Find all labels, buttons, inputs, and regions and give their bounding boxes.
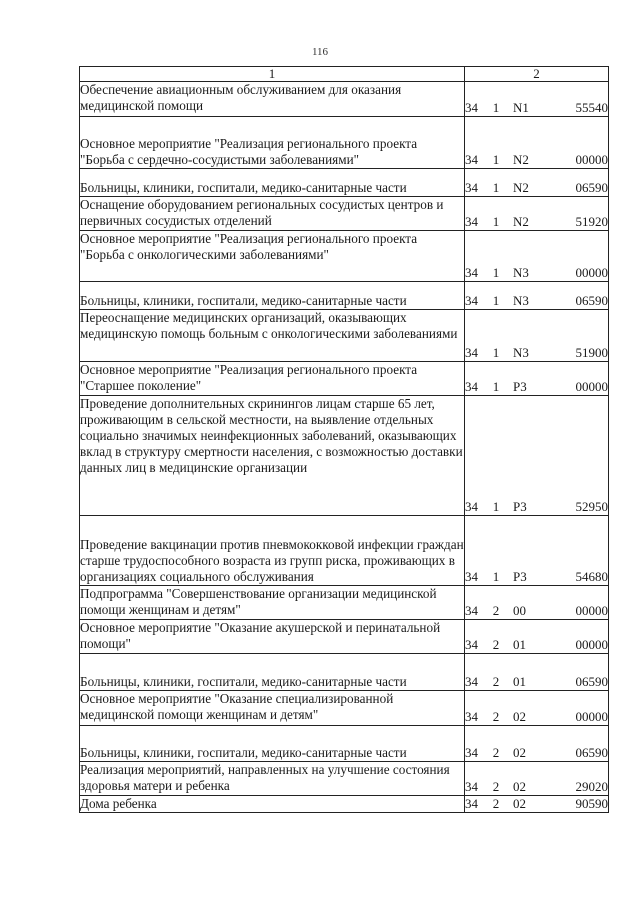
row-code-cell [465, 82, 609, 117]
direction-code: 00000 [575, 637, 608, 652]
subprogram-code: 1 [492, 214, 500, 229]
row-name: Проведение дополнительных скринингов лицам старше 65 лет, проживающим в сельской местности, на выявление отдельных социально значимых неинфекционных заболеваний, оказывающих вклад в структуру смертности населения, с возможностью доставки данных лиц в медицинские организации [80, 396, 463, 475]
row-name-cell [80, 362, 465, 396]
program-code: 34 [465, 709, 478, 724]
subprogram-code: 2 [492, 709, 500, 724]
direction-code: 54680 [575, 569, 608, 584]
direction-code: 06590 [575, 745, 608, 760]
row-name: Переоснащение медицинских организаций, оказывающих медицинскую помощь больным с онкологическими заболеваниями [80, 310, 458, 341]
row-code-cell [465, 362, 609, 396]
table-row [80, 169, 609, 197]
program-code: 34 [465, 796, 478, 811]
row-name-cell [80, 82, 465, 117]
program-code: 34 [465, 180, 478, 195]
budget-classification-table [79, 66, 609, 813]
subprogram-code: 1 [492, 345, 500, 360]
program-code: 34 [465, 603, 478, 618]
event-code: P3 [513, 569, 527, 584]
direction-code: 00000 [575, 603, 608, 618]
table-row [80, 231, 609, 282]
direction-code: 51900 [575, 345, 608, 360]
row-code-cell [465, 231, 609, 282]
event-code: 01 [513, 674, 526, 689]
direction-code: 90590 [575, 796, 608, 811]
row-code-cell [465, 516, 609, 586]
table-row [80, 586, 609, 620]
subprogram-code: 1 [492, 180, 500, 195]
row-name-cell [80, 282, 465, 310]
subprogram-code: 2 [492, 796, 500, 811]
program-code: 34 [465, 745, 478, 760]
direction-code: 06590 [575, 674, 608, 689]
row-name: Обеспечение авиационным обслуживанием для оказания медицинской помощи [80, 82, 402, 113]
event-code: 00 [513, 603, 526, 618]
event-code: 02 [513, 709, 526, 724]
event-code: N3 [513, 265, 529, 280]
table-header-row [80, 67, 609, 82]
subprogram-code: 2 [492, 779, 500, 794]
row-name: Основное мероприятие "Реализация регионального проекта "Старшее поколение" [80, 362, 418, 393]
table-row [80, 396, 609, 516]
row-code-cell [465, 117, 609, 169]
row-name-cell [80, 169, 465, 197]
column-header-code: 2 [465, 67, 609, 82]
row-name: Больницы, клиники, госпитали, медико-санитарные части [80, 674, 407, 689]
row-code-cell [465, 586, 609, 620]
row-name-cell [80, 310, 465, 362]
row-name: Реализация мероприятий, направленных на улучшение состояния здоровья матери и ребенка [80, 762, 450, 793]
subprogram-code: 1 [492, 379, 500, 394]
subprogram-code: 1 [492, 265, 500, 280]
program-code: 34 [465, 674, 478, 689]
table-row [80, 620, 609, 654]
row-name-cell [80, 586, 465, 620]
column-header-name: 1 [80, 67, 465, 82]
row-name: Основное мероприятие "Оказание специализированной медицинской помощи женщинам и детям" [80, 691, 394, 722]
row-code-cell [465, 197, 609, 231]
direction-code: 00000 [575, 265, 608, 280]
subprogram-code: 2 [492, 745, 500, 760]
row-name-cell [80, 620, 465, 654]
event-code: 02 [513, 779, 526, 794]
direction-code: 00000 [575, 709, 608, 724]
row-code-cell [465, 762, 609, 796]
table-row [80, 726, 609, 762]
row-name: Больницы, клиники, госпитали, медико-санитарные части [80, 745, 407, 760]
row-name: Больницы, клиники, госпитали, медико-санитарные части [80, 293, 407, 308]
event-code: N2 [513, 214, 529, 229]
program-code: 34 [465, 379, 478, 394]
event-code: P3 [513, 379, 527, 394]
program-code: 34 [465, 293, 478, 308]
row-name-cell [80, 117, 465, 169]
program-code: 34 [465, 637, 478, 652]
direction-code: 29020 [575, 779, 608, 794]
table-row [80, 691, 609, 726]
row-name-cell [80, 691, 465, 726]
event-code: N2 [513, 180, 529, 195]
page-number: 116 [311, 46, 329, 58]
direction-code: 06590 [575, 293, 608, 308]
subprogram-code: 2 [492, 603, 500, 618]
row-code-cell [465, 169, 609, 197]
row-name-cell [80, 654, 465, 691]
direction-code: 00000 [575, 152, 608, 167]
subprogram-code: 2 [492, 674, 500, 689]
row-name: Проведение вакцинации против пневмококковой инфекции граждан старше трудоспособного возраста из групп риска, проживающих в организациях социального обслуживания [80, 537, 464, 584]
row-name-cell [80, 796, 465, 813]
row-name: Больницы, клиники, госпитали, медико-санитарные части [80, 180, 407, 195]
program-code: 34 [465, 345, 478, 360]
row-code-cell [465, 310, 609, 362]
event-code: P3 [513, 499, 527, 514]
table-row [80, 362, 609, 396]
table-row [80, 762, 609, 796]
direction-code: 00000 [575, 379, 608, 394]
row-code-cell [465, 691, 609, 726]
subprogram-code: 1 [492, 100, 500, 115]
event-code: 02 [513, 796, 526, 811]
row-name-cell [80, 231, 465, 282]
row-code-cell [465, 796, 609, 813]
row-code-cell [465, 654, 609, 691]
program-code: 34 [465, 152, 478, 167]
event-code: N2 [513, 152, 529, 167]
row-name: Основное мероприятие "Реализация регионального проекта "Борьба с онкологическими заболеваниями" [80, 231, 418, 262]
event-code: 02 [513, 745, 526, 760]
table-row [80, 310, 609, 362]
row-name: Дома ребенка [80, 796, 157, 811]
row-code-cell [465, 396, 609, 516]
row-code-cell [465, 620, 609, 654]
table-row [80, 796, 609, 813]
row-name-cell [80, 197, 465, 231]
program-code: 34 [465, 100, 478, 115]
event-code: 01 [513, 637, 526, 652]
direction-code: 55540 [575, 100, 608, 115]
row-name: Основное мероприятие "Оказание акушерской и перинатальной помощи" [80, 620, 441, 651]
table-row [80, 197, 609, 231]
program-code: 34 [465, 265, 478, 280]
table-row [80, 516, 609, 586]
subprogram-code: 1 [492, 569, 500, 584]
program-code: 34 [465, 499, 478, 514]
row-code-cell [465, 282, 609, 310]
program-code: 34 [465, 779, 478, 794]
subprogram-code: 1 [492, 152, 500, 167]
subprogram-code: 2 [492, 637, 500, 652]
event-code: N3 [513, 293, 529, 308]
direction-code: 06590 [575, 180, 608, 195]
row-code-cell [465, 726, 609, 762]
row-name-cell [80, 396, 465, 516]
table-row [80, 117, 609, 169]
row-name-cell [80, 726, 465, 762]
table-row [80, 654, 609, 691]
row-name: Основное мероприятие "Реализация регионального проекта "Борьба с сердечно-сосудистыми заболеваниями" [80, 136, 418, 167]
direction-code: 51920 [575, 214, 608, 229]
table-row [80, 82, 609, 117]
subprogram-code: 1 [492, 293, 500, 308]
subprogram-code: 1 [492, 499, 500, 514]
program-code: 34 [465, 214, 478, 229]
program-code: 34 [465, 569, 478, 584]
row-name: Оснащение оборудованием региональных сосудистых центров и первичных сосудистых отделений [80, 197, 444, 228]
event-code: N3 [513, 345, 529, 360]
row-name: Подпрограмма "Совершенствование организации медицинской помощи женщинам и детям" [80, 586, 437, 617]
direction-code: 52950 [575, 499, 608, 514]
row-name-cell [80, 516, 465, 586]
event-code: N1 [513, 100, 529, 115]
row-name-cell [80, 762, 465, 796]
table-row [80, 282, 609, 310]
